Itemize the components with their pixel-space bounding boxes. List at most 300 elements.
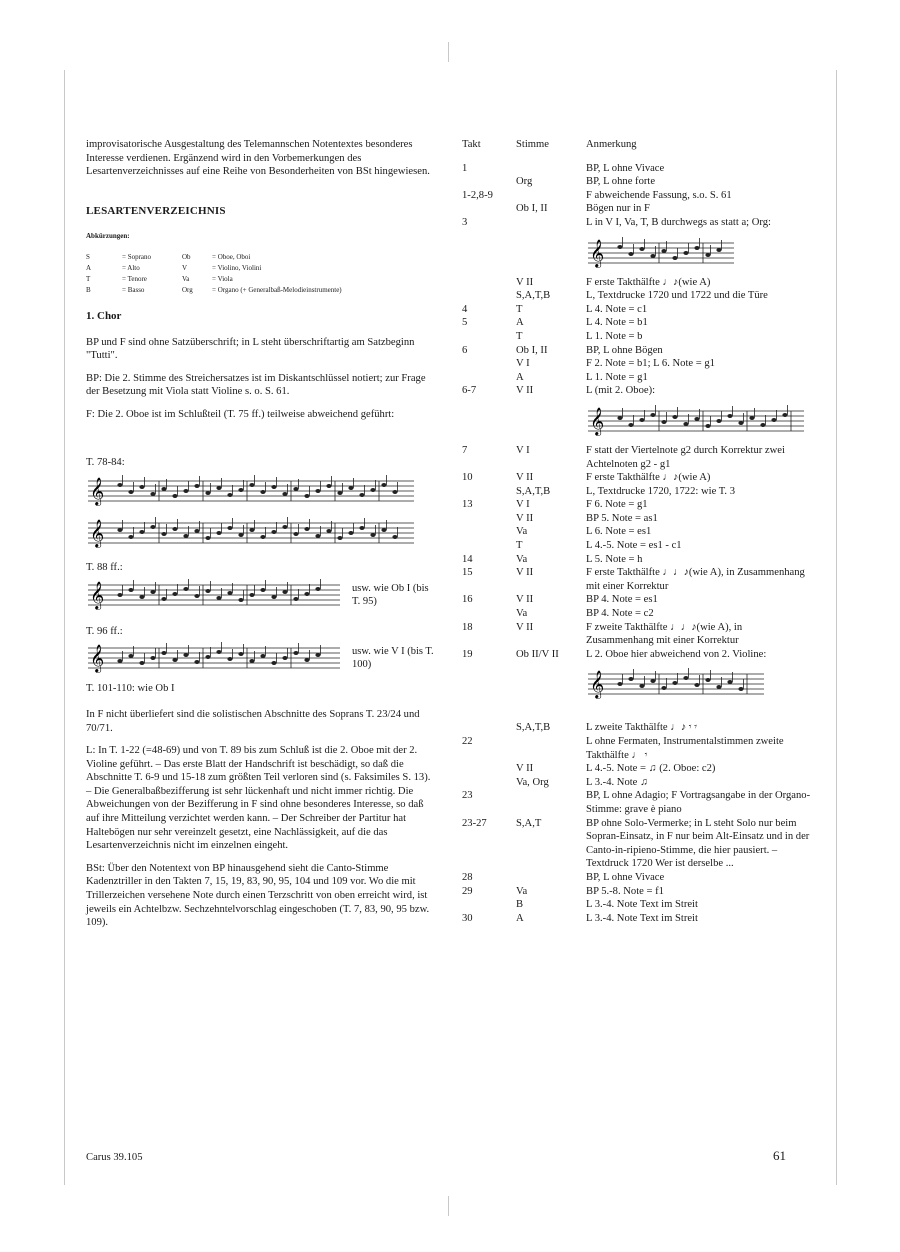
music-example-staff xyxy=(86,513,416,553)
note-head xyxy=(337,536,342,540)
column-header-stimme: Stimme xyxy=(516,139,549,150)
paragraph-l: L: In T. 1-22 (=48-69) und von T. 89 bis zum Schluß ist die 2. Oboe mit der 2. Violine geführt. – Das erste Blatt der Handschrift ist beschädigt, so daß die Abschnitte T. 6-9 und 15-18 zum größten Teil verloren sind (s. Faksimiles S. 13). – Die Generalbaßbezifferung ist sehr lückenhaft und nicht immer richtig. Die Abweichungen von der Bezifferung in F sind ohne besonderes Interesse, so daß auf ihre Mitteilung verzichtet werden kann. – Der Schreiber der Partitur hat Haltebögen nur sehr vereinzelt gesetzt, eine Nachlässigkeit, auf die das Lesartenverzeichnis nicht im einzelnen eingeht. xyxy=(86,745,431,852)
note-head xyxy=(205,589,210,593)
cell-takt: 22 xyxy=(462,736,473,747)
paragraph-f: F: Die 2. Oboe ist im Schlußteil (T. 75 ff.) teilweise abweichend geführt: xyxy=(86,408,395,420)
abbr-key: A xyxy=(86,263,92,272)
abbr-value: = Tenore xyxy=(122,274,147,283)
table-row xyxy=(462,471,812,485)
note-head xyxy=(183,653,188,657)
note-head xyxy=(639,247,644,251)
cell-anmerkung: L ohne Fermaten, Instrumentalstimmen zweite Takthälfte ♩ 𝄾 xyxy=(586,736,784,761)
abbr-key: Ob xyxy=(182,252,191,261)
table-row xyxy=(462,593,812,607)
note-head xyxy=(304,494,309,498)
table-row xyxy=(462,566,812,593)
clef-icon: 𝄞 xyxy=(90,519,105,548)
cell-takt: 13 xyxy=(462,499,473,511)
cell-anmerkung: L 4. Note = c1 xyxy=(586,303,648,315)
note-head xyxy=(150,656,155,660)
note-head xyxy=(370,488,375,492)
cell-stimme: V II xyxy=(516,763,534,775)
note-head xyxy=(304,527,309,531)
note-head xyxy=(128,535,133,539)
cell-takt xyxy=(462,525,516,539)
note-head xyxy=(771,418,776,422)
note-head xyxy=(172,527,177,531)
clef-icon: 𝄞 xyxy=(590,670,605,699)
note-head xyxy=(150,590,155,594)
abbr-value: = Violino, Violini xyxy=(212,263,262,272)
crop-mark-right xyxy=(836,70,837,1185)
note-head xyxy=(117,528,122,532)
note-head xyxy=(628,252,633,256)
music-example-wrap xyxy=(586,402,812,440)
cell-stimme xyxy=(516,189,586,203)
table-row xyxy=(462,276,812,290)
cell-takt xyxy=(462,898,516,912)
cell-takt: 29 xyxy=(462,885,473,897)
cell-takt: 30 xyxy=(462,912,473,924)
note-head xyxy=(227,493,232,497)
cell-anmerkung: BP ohne Solo-Vermerke; in L steht Solo nur beim Sopran-Einsatz, in F nur beim Alt-Einsatz und in der Canto-in-ripieno-Stimme, die hier pausiert. – Textdruck 1720 Wer ist derselbe ... xyxy=(586,817,810,870)
cell-takt: 28 xyxy=(462,871,473,883)
note-head xyxy=(650,254,655,258)
note-head xyxy=(194,484,199,488)
cell-anmerkung: L, Textdrucke 1720, 1722: wie T. 3 xyxy=(586,485,736,497)
cell-stimme: A xyxy=(516,371,524,383)
table-row xyxy=(462,162,812,176)
table-row xyxy=(462,485,812,499)
note-head xyxy=(359,493,364,497)
cell-takt: 6 xyxy=(462,344,468,356)
note-head xyxy=(227,657,232,661)
note-head xyxy=(370,533,375,537)
note-head xyxy=(238,533,243,537)
cell-takt: 16 xyxy=(462,594,473,606)
table-row xyxy=(462,898,812,912)
table-row xyxy=(462,721,812,735)
cell-stimme: V I xyxy=(516,499,530,511)
table-header xyxy=(462,138,812,152)
note-head xyxy=(628,423,633,427)
cell-stimme xyxy=(516,162,586,176)
note-head xyxy=(117,659,122,663)
note-head xyxy=(271,530,276,534)
table-body xyxy=(462,162,812,926)
note-head xyxy=(227,526,232,530)
table-row xyxy=(462,189,812,203)
cell-stimme: S,A,T,B xyxy=(516,722,551,734)
example-label-96: T. 96 ff.: xyxy=(86,625,123,637)
cell-takt xyxy=(462,512,516,526)
abbr-key: Org xyxy=(182,285,193,294)
cell-stimme: V II xyxy=(516,567,534,579)
cell-takt: 5 xyxy=(462,317,468,329)
cell-takt xyxy=(462,330,516,344)
note-head xyxy=(194,529,199,533)
note-head xyxy=(260,490,265,494)
cell-takt xyxy=(462,371,516,385)
note-head xyxy=(282,656,287,660)
note-head xyxy=(760,423,765,427)
cell-anmerkung: BP, L ohne Bögen xyxy=(586,344,663,356)
note-head xyxy=(249,659,254,663)
paragraph-bst: BSt: Über den Notentext von BP hinausgehend sieht die Canto-Stimme Kadenztriller in den Takten 7, 15, 19, 83, 90, 95, 104 und 109 vor. Wo die mit Trillerzeichen versehene Note durch einen Terzschritt von oben erreicht wird, ist jeweils ein Achtelbzw. Sechzehntelvorschlag eingeschoben (T. 7, 83, 90, 95 bzw. 109). xyxy=(86,862,430,929)
cell-stimme: A xyxy=(516,317,524,329)
table-row xyxy=(462,316,812,330)
spacer xyxy=(462,707,812,721)
note-head xyxy=(216,486,221,490)
example-label-78-84: T. 78-84: xyxy=(86,456,125,468)
cell-stimme: V I xyxy=(516,444,530,456)
note-head xyxy=(617,245,622,249)
note-head xyxy=(716,419,721,423)
cell-anmerkung: Bögen nur in F xyxy=(586,203,650,215)
note-head xyxy=(271,661,276,665)
note-head xyxy=(216,596,221,600)
note-head xyxy=(139,661,144,665)
music-example-staff xyxy=(586,234,736,272)
table-row xyxy=(462,175,812,189)
section-title: LESARTENVERZEICHNIS xyxy=(86,204,226,217)
cell-stimme: A xyxy=(516,912,524,924)
cell-takt xyxy=(462,776,516,790)
clef-icon: 𝄞 xyxy=(90,580,105,609)
note-head xyxy=(227,591,232,595)
note-head xyxy=(161,651,166,655)
note-head xyxy=(161,532,166,536)
cell-stimme: Va xyxy=(516,526,528,538)
intro-paragraph: improvisatorische Ausgestaltung des Telemannschen Notentextes besonderes Interesse verdienen. Ergänzend wird in den Vorbemerkungen des Lesartenverzeichnisses auf eine Reihe von Besonderheiten von BSt hingewiesen. xyxy=(86,139,430,178)
table-row xyxy=(462,885,812,899)
cell-anmerkung: F erste Takthälfte ♩♪(wie A) xyxy=(586,276,711,288)
abbr-value: = Alto xyxy=(122,263,140,272)
note-head xyxy=(194,594,199,598)
cell-anmerkung: F erste Takthälfte ♩♪(wie A) xyxy=(586,472,711,484)
cell-anmerkung: L 5. Note = h xyxy=(586,553,643,565)
note-head xyxy=(716,685,721,689)
table-row xyxy=(462,330,812,344)
cell-anmerkung: F statt der Viertelnote g2 durch Korrektur zwei Achtelnoten g2 - g1 xyxy=(586,444,785,470)
table-row xyxy=(462,648,812,662)
table-row xyxy=(462,607,812,621)
note-head xyxy=(128,654,133,658)
cell-anmerkung: BP 4. Note = c2 xyxy=(586,608,654,620)
note-head xyxy=(650,679,655,683)
note-head xyxy=(238,488,243,492)
note-head xyxy=(271,485,276,489)
note-head xyxy=(392,535,397,539)
cell-anmerkung: L 4.-5. Note = es1 - c1 xyxy=(586,540,682,552)
abbr-key: V xyxy=(182,263,188,272)
column-header-anmerkung: Anmerkung xyxy=(586,139,637,150)
note-head xyxy=(216,650,221,654)
cell-stimme: Va xyxy=(516,608,528,620)
note-head xyxy=(315,587,320,591)
note-head xyxy=(260,588,265,592)
table-row xyxy=(462,512,812,526)
note-head xyxy=(617,416,622,420)
note-head xyxy=(293,532,298,536)
table-row xyxy=(462,444,812,471)
cell-takt xyxy=(462,607,516,621)
readings-table xyxy=(462,138,812,925)
cell-stimme: T xyxy=(516,330,523,342)
cell-stimme: Ob I, II xyxy=(516,203,548,215)
cell-stimme: T xyxy=(516,303,523,315)
note-head xyxy=(205,536,210,540)
note-head xyxy=(172,658,177,662)
column-header-takt: Takt xyxy=(462,139,481,150)
table-row xyxy=(462,817,812,871)
note-head xyxy=(628,677,633,681)
cell-takt: 19 xyxy=(462,648,473,660)
note-head xyxy=(238,652,243,656)
cell-anmerkung: BP, L ohne Vivace xyxy=(586,162,665,174)
note-head xyxy=(205,491,210,495)
note-head xyxy=(150,525,155,529)
cell-takt xyxy=(462,276,516,290)
cell-stimme: Ob I, II xyxy=(516,344,548,356)
clef-icon: 𝄞 xyxy=(590,406,605,435)
example-row-96 xyxy=(86,638,438,678)
table-row xyxy=(462,303,812,317)
cell-anmerkung: BP 5.-8. Note = f1 xyxy=(586,885,664,897)
cell-anmerkung: L 6. Note = es1 xyxy=(586,526,652,538)
note-head xyxy=(172,592,177,596)
table-row xyxy=(462,776,812,790)
note-head xyxy=(249,483,254,487)
footer-publisher: Carus 39.105 xyxy=(86,1152,143,1163)
cell-anmerkung: BP, L ohne forte xyxy=(586,176,656,188)
note-head xyxy=(727,414,732,418)
note-head xyxy=(293,487,298,491)
note-head xyxy=(194,660,199,664)
music-example-staff xyxy=(86,638,342,678)
cell-takt xyxy=(462,202,516,216)
cell-anmerkung: L 4.-5. Note = ♫ (2. Oboe: c2) xyxy=(586,763,716,775)
note-head xyxy=(304,658,309,662)
cell-stimme: Va xyxy=(516,885,528,897)
cell-anmerkung: L (mit 2. Oboe): xyxy=(586,385,656,397)
table-row xyxy=(462,371,812,385)
cell-anmerkung: BP 4. Note = es1 xyxy=(586,594,658,606)
cell-takt: 1-2,8-9 xyxy=(462,189,493,201)
cell-stimme xyxy=(516,216,586,230)
note-head xyxy=(117,593,122,597)
cell-takt: 18 xyxy=(462,621,473,633)
table-row xyxy=(462,871,812,885)
cell-stimme: Org xyxy=(516,176,533,188)
note-head xyxy=(183,534,188,538)
cell-stimme: V II xyxy=(516,512,534,524)
page-number: 61 xyxy=(773,1148,786,1163)
cell-takt: 6-7 xyxy=(462,385,477,397)
clef-icon: 𝄞 xyxy=(90,477,105,506)
left-column xyxy=(86,138,438,939)
note-head xyxy=(683,676,688,680)
note-head xyxy=(348,531,353,535)
crop-mark-top xyxy=(448,42,449,62)
example-label-101-110: T. 101-110: wie Ob I xyxy=(86,683,175,695)
cell-takt: 7 xyxy=(462,444,468,456)
cell-anmerkung: BP, L ohne Adagio; F Vortragsangabe in der Organo-Stimme: grave è piano xyxy=(586,790,811,815)
table-row xyxy=(462,384,812,398)
paragraph-bp-f: BP und F sind ohne Satzüberschrift; in L steht überschriftartig am Satzbeginn "Tutti". xyxy=(86,336,415,362)
crop-mark-left xyxy=(64,70,65,1185)
cell-takt: 23 xyxy=(462,790,473,802)
cell-anmerkung: L 3.-4. Note Text im Streit xyxy=(586,912,698,924)
table-row xyxy=(462,498,812,512)
note-head xyxy=(639,684,644,688)
cell-takt: 1 xyxy=(462,162,468,174)
note-head xyxy=(705,678,710,682)
note-head xyxy=(260,654,265,658)
note-head xyxy=(183,587,188,591)
chor-heading: 1. Chor xyxy=(86,309,122,322)
cell-stimme xyxy=(516,735,586,762)
note-head xyxy=(117,483,122,487)
note-head xyxy=(315,534,320,538)
cell-anmerkung: L zweite Takthälfte ♩♪ 𝄾 𝄾 xyxy=(586,722,698,734)
note-head xyxy=(348,486,353,490)
table-row xyxy=(462,912,812,926)
example-note-88: usw. wie Ob I (bis T. 95) xyxy=(352,582,429,607)
table-row xyxy=(462,621,812,648)
note-head xyxy=(716,248,721,252)
note-head xyxy=(139,530,144,534)
cell-anmerkung: F abweichende Fassung, s.o. S. 61 xyxy=(586,189,732,201)
note-head xyxy=(705,424,710,428)
cell-stimme: V II xyxy=(516,594,534,606)
cell-takt: 10 xyxy=(462,472,473,484)
cell-takt: 4 xyxy=(462,303,468,315)
note-head xyxy=(161,597,166,601)
note-head xyxy=(749,416,754,420)
note-head xyxy=(304,592,309,596)
cell-stimme: S,A,T,B xyxy=(516,485,551,497)
note-head xyxy=(282,590,287,594)
cell-takt xyxy=(462,721,516,735)
note-head xyxy=(381,528,386,532)
note-head xyxy=(326,484,331,488)
cell-anmerkung: F zweite Takthälfte ♩♩♪(wie A), in Zusammenhang mit einer Korrektur xyxy=(586,621,743,647)
cell-takt xyxy=(462,539,516,553)
cell-anmerkung: L 3.-4. Note ♫ xyxy=(586,776,648,788)
note-head xyxy=(727,680,732,684)
note-head xyxy=(161,487,166,491)
note-head xyxy=(315,489,320,493)
cell-takt: 14 xyxy=(462,553,473,565)
cell-takt xyxy=(462,175,516,189)
note-head xyxy=(738,421,743,425)
cell-anmerkung: F 2. Note = b1; L 6. Note = g1 xyxy=(586,358,715,370)
note-head xyxy=(683,422,688,426)
note-head xyxy=(359,526,364,530)
note-head xyxy=(326,529,331,533)
table-row xyxy=(462,357,812,371)
note-head xyxy=(183,489,188,493)
note-head xyxy=(337,491,342,495)
music-example-wrap xyxy=(586,234,812,272)
abbr-value: = Basso xyxy=(122,285,145,294)
cell-anmerkung: F erste Takthälfte ♩♩♪(wie A), in Zusammenhang mit einer Korrektur xyxy=(586,567,805,592)
cell-anmerkung: BP, L ohne Vivace xyxy=(586,871,665,883)
cell-takt: 23-27 xyxy=(462,817,487,829)
note-head xyxy=(381,483,386,487)
table-row xyxy=(462,344,812,358)
clef-icon: 𝄞 xyxy=(590,238,605,267)
cell-stimme: Va xyxy=(516,553,528,565)
cell-stimme: Ob II/V II xyxy=(516,648,559,660)
note-head xyxy=(172,494,177,498)
cell-takt: 3 xyxy=(462,216,468,228)
crop-mark-bottom xyxy=(448,1196,449,1216)
cell-anmerkung: F 6. Note = g1 xyxy=(586,499,648,511)
note-head xyxy=(260,535,265,539)
note-head xyxy=(271,595,276,599)
cell-stimme: T xyxy=(516,540,523,552)
note-head xyxy=(315,653,320,657)
cell-anmerkung: L, Textdrucke 1720 und 1722 und die Türe xyxy=(586,290,768,302)
music-example-staff xyxy=(86,473,416,509)
abbr-key: B xyxy=(86,285,91,294)
cell-stimme: B xyxy=(516,899,524,911)
abbr-value: = Organo (+ Generalbaß-Melodieinstrumente) xyxy=(212,285,342,294)
cell-stimme: V II xyxy=(516,276,534,288)
table-row xyxy=(462,202,812,216)
note-head xyxy=(139,595,144,599)
cell-takt xyxy=(462,485,516,499)
note-head xyxy=(672,415,677,419)
cell-anmerkung: L 2. Oboe hier abweichend von 2. Violine: xyxy=(586,648,767,660)
cell-stimme: V II xyxy=(516,621,534,633)
cell-takt xyxy=(462,762,516,776)
abbr-value: = Viola xyxy=(212,274,233,283)
note-head xyxy=(205,655,210,659)
cell-stimme: S,A,T xyxy=(516,817,542,829)
note-head xyxy=(128,490,133,494)
abbr-value: = Soprano xyxy=(122,252,152,261)
note-head xyxy=(672,681,677,685)
cell-anmerkung: BP 5. Note = as1 xyxy=(586,512,658,524)
table-row xyxy=(462,525,812,539)
note-head xyxy=(249,528,254,532)
paragraph-f-solo: In F nicht überliefert sind die solistischen Abschnitte des Soprans T. 23/24 und 70/71. xyxy=(86,708,420,734)
cell-stimme: Va, Org xyxy=(516,776,549,788)
note-head xyxy=(694,417,699,421)
note-head xyxy=(661,686,666,690)
cell-stimme: V II xyxy=(516,472,534,484)
note-head xyxy=(661,249,666,253)
cell-stimme: S,A,T,B xyxy=(516,290,551,302)
table-row xyxy=(462,289,812,303)
note-head xyxy=(150,492,155,496)
note-head xyxy=(238,598,243,602)
note-head xyxy=(782,413,787,417)
note-head xyxy=(282,525,287,529)
note-head xyxy=(216,531,221,535)
note-head xyxy=(694,246,699,250)
cell-takt xyxy=(462,357,516,371)
cell-anmerkung: L 1. Note = b xyxy=(586,330,643,342)
note-head xyxy=(293,597,298,601)
example-label-88: T. 88 ff.: xyxy=(86,562,123,574)
note-head xyxy=(639,418,644,422)
note-head xyxy=(672,256,677,260)
abbr-value: = Oboe, Oboi xyxy=(212,252,251,261)
